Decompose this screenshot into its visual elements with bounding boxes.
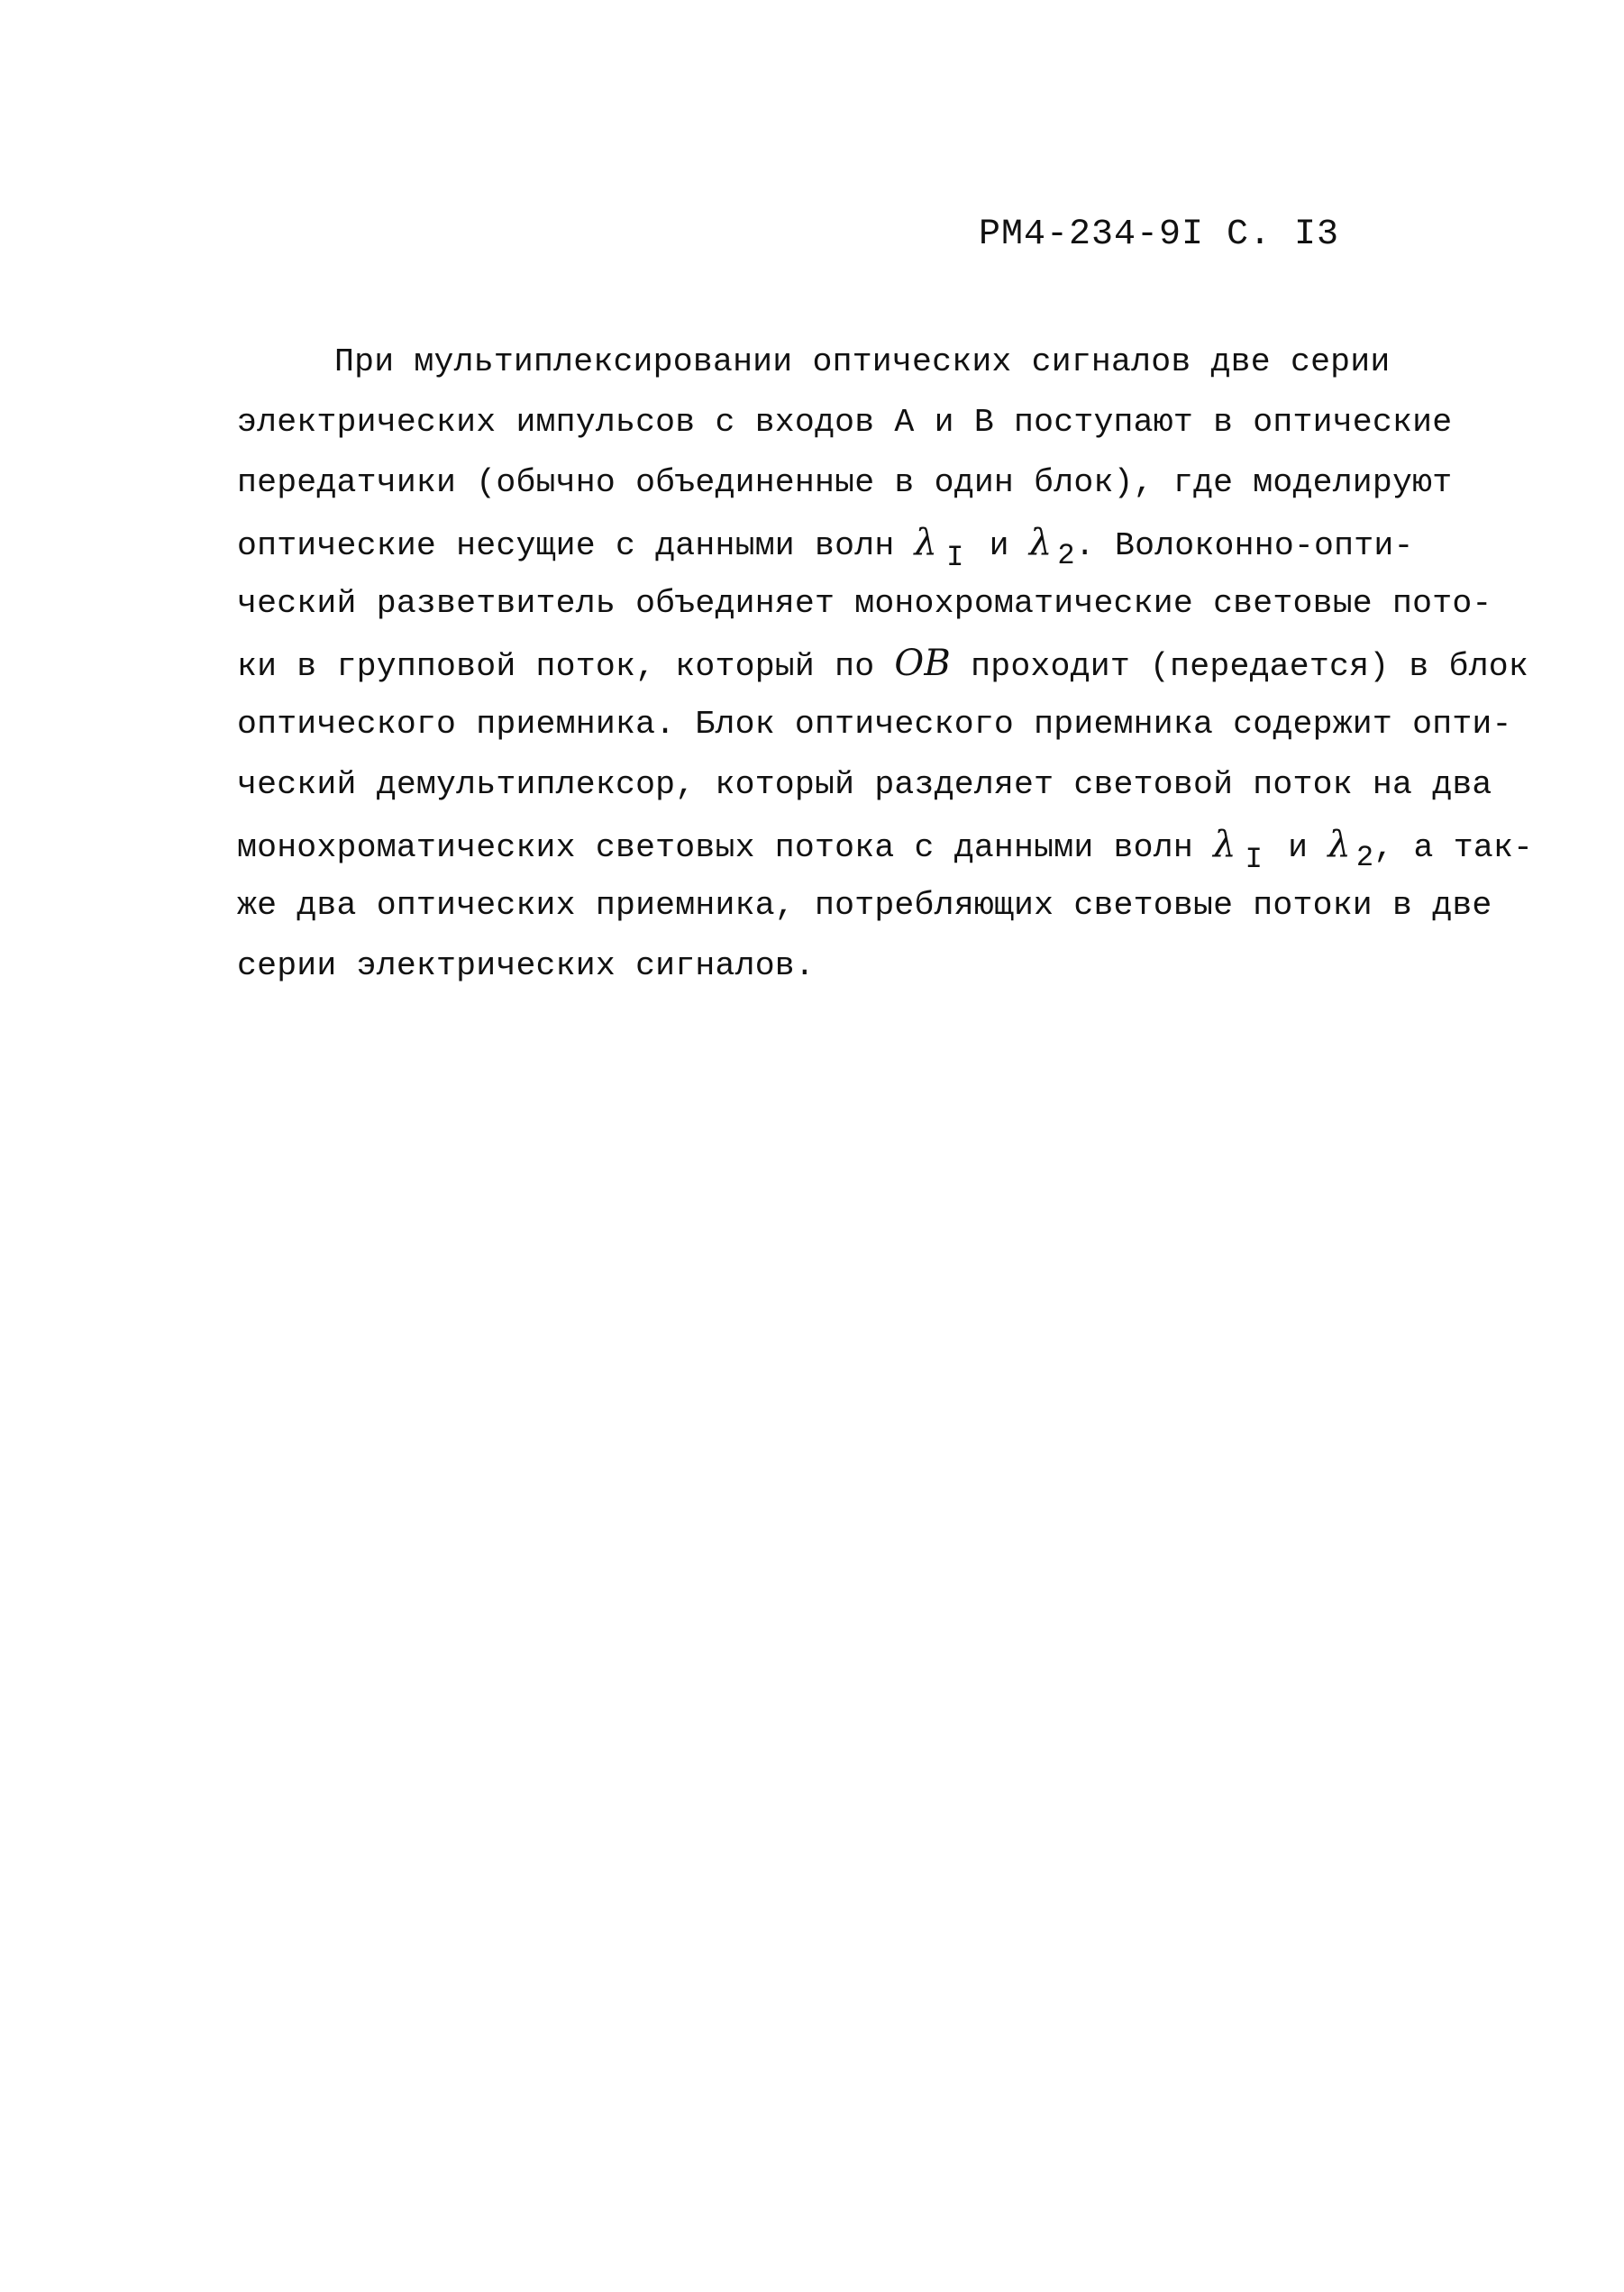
lambda-symbol: λ	[1327, 824, 1351, 865]
text-segment: монохроматических световых потока с данными волн	[237, 829, 1214, 866]
text-segment: проходит (передается) в блок	[951, 648, 1529, 685]
lambda-symbol: λ	[914, 522, 938, 563]
text-line	[237, 513, 1472, 573]
text-segment: ки в групповой поток, который по	[237, 648, 895, 685]
text-line: передатчики (обычно объединенные в один блок), где моделируют	[237, 464, 1453, 501]
subscript-one: I	[946, 541, 964, 574]
text-line: При мультиплексировании оптических сигналов две серии	[334, 343, 1391, 380]
subscript-one: I	[1245, 843, 1264, 876]
text-line	[237, 634, 1529, 694]
subscript-two: 2	[1057, 539, 1075, 572]
text-segment: и	[969, 527, 1029, 564]
text-segment: , а так-	[1373, 829, 1534, 866]
body-paragraph	[237, 332, 1534, 996]
text-line: ческий разветвитель объединяет монохроматические световые пото-	[237, 585, 1492, 622]
subscript-two: 2	[1355, 841, 1374, 874]
lambda-symbol: λ	[1213, 824, 1236, 865]
text-line: ческий демультиплексор, который разделяет световой поток на два	[237, 766, 1492, 803]
text-segment: и	[1268, 829, 1328, 866]
handwritten-ov: ОВ	[894, 643, 952, 684]
lambda-symbol: λ	[1028, 522, 1053, 563]
text-line: же два оптических приемника, потребляющих световые потоки в две	[237, 887, 1492, 924]
text-segment: . Волоконно-опти-	[1074, 527, 1414, 564]
text-line	[237, 815, 1534, 876]
text-line: оптического приемника. Блок оптического приемника содержит опти-	[237, 706, 1512, 743]
text-segment: оптические несущие с данными волн	[237, 527, 915, 564]
page-header: РМ4-234-9I С. I3	[978, 215, 1339, 255]
text-line: электрических импульсов с входов А и В поступают в оптические	[237, 404, 1453, 441]
text-line: серии электрических сигналов.	[237, 947, 816, 984]
